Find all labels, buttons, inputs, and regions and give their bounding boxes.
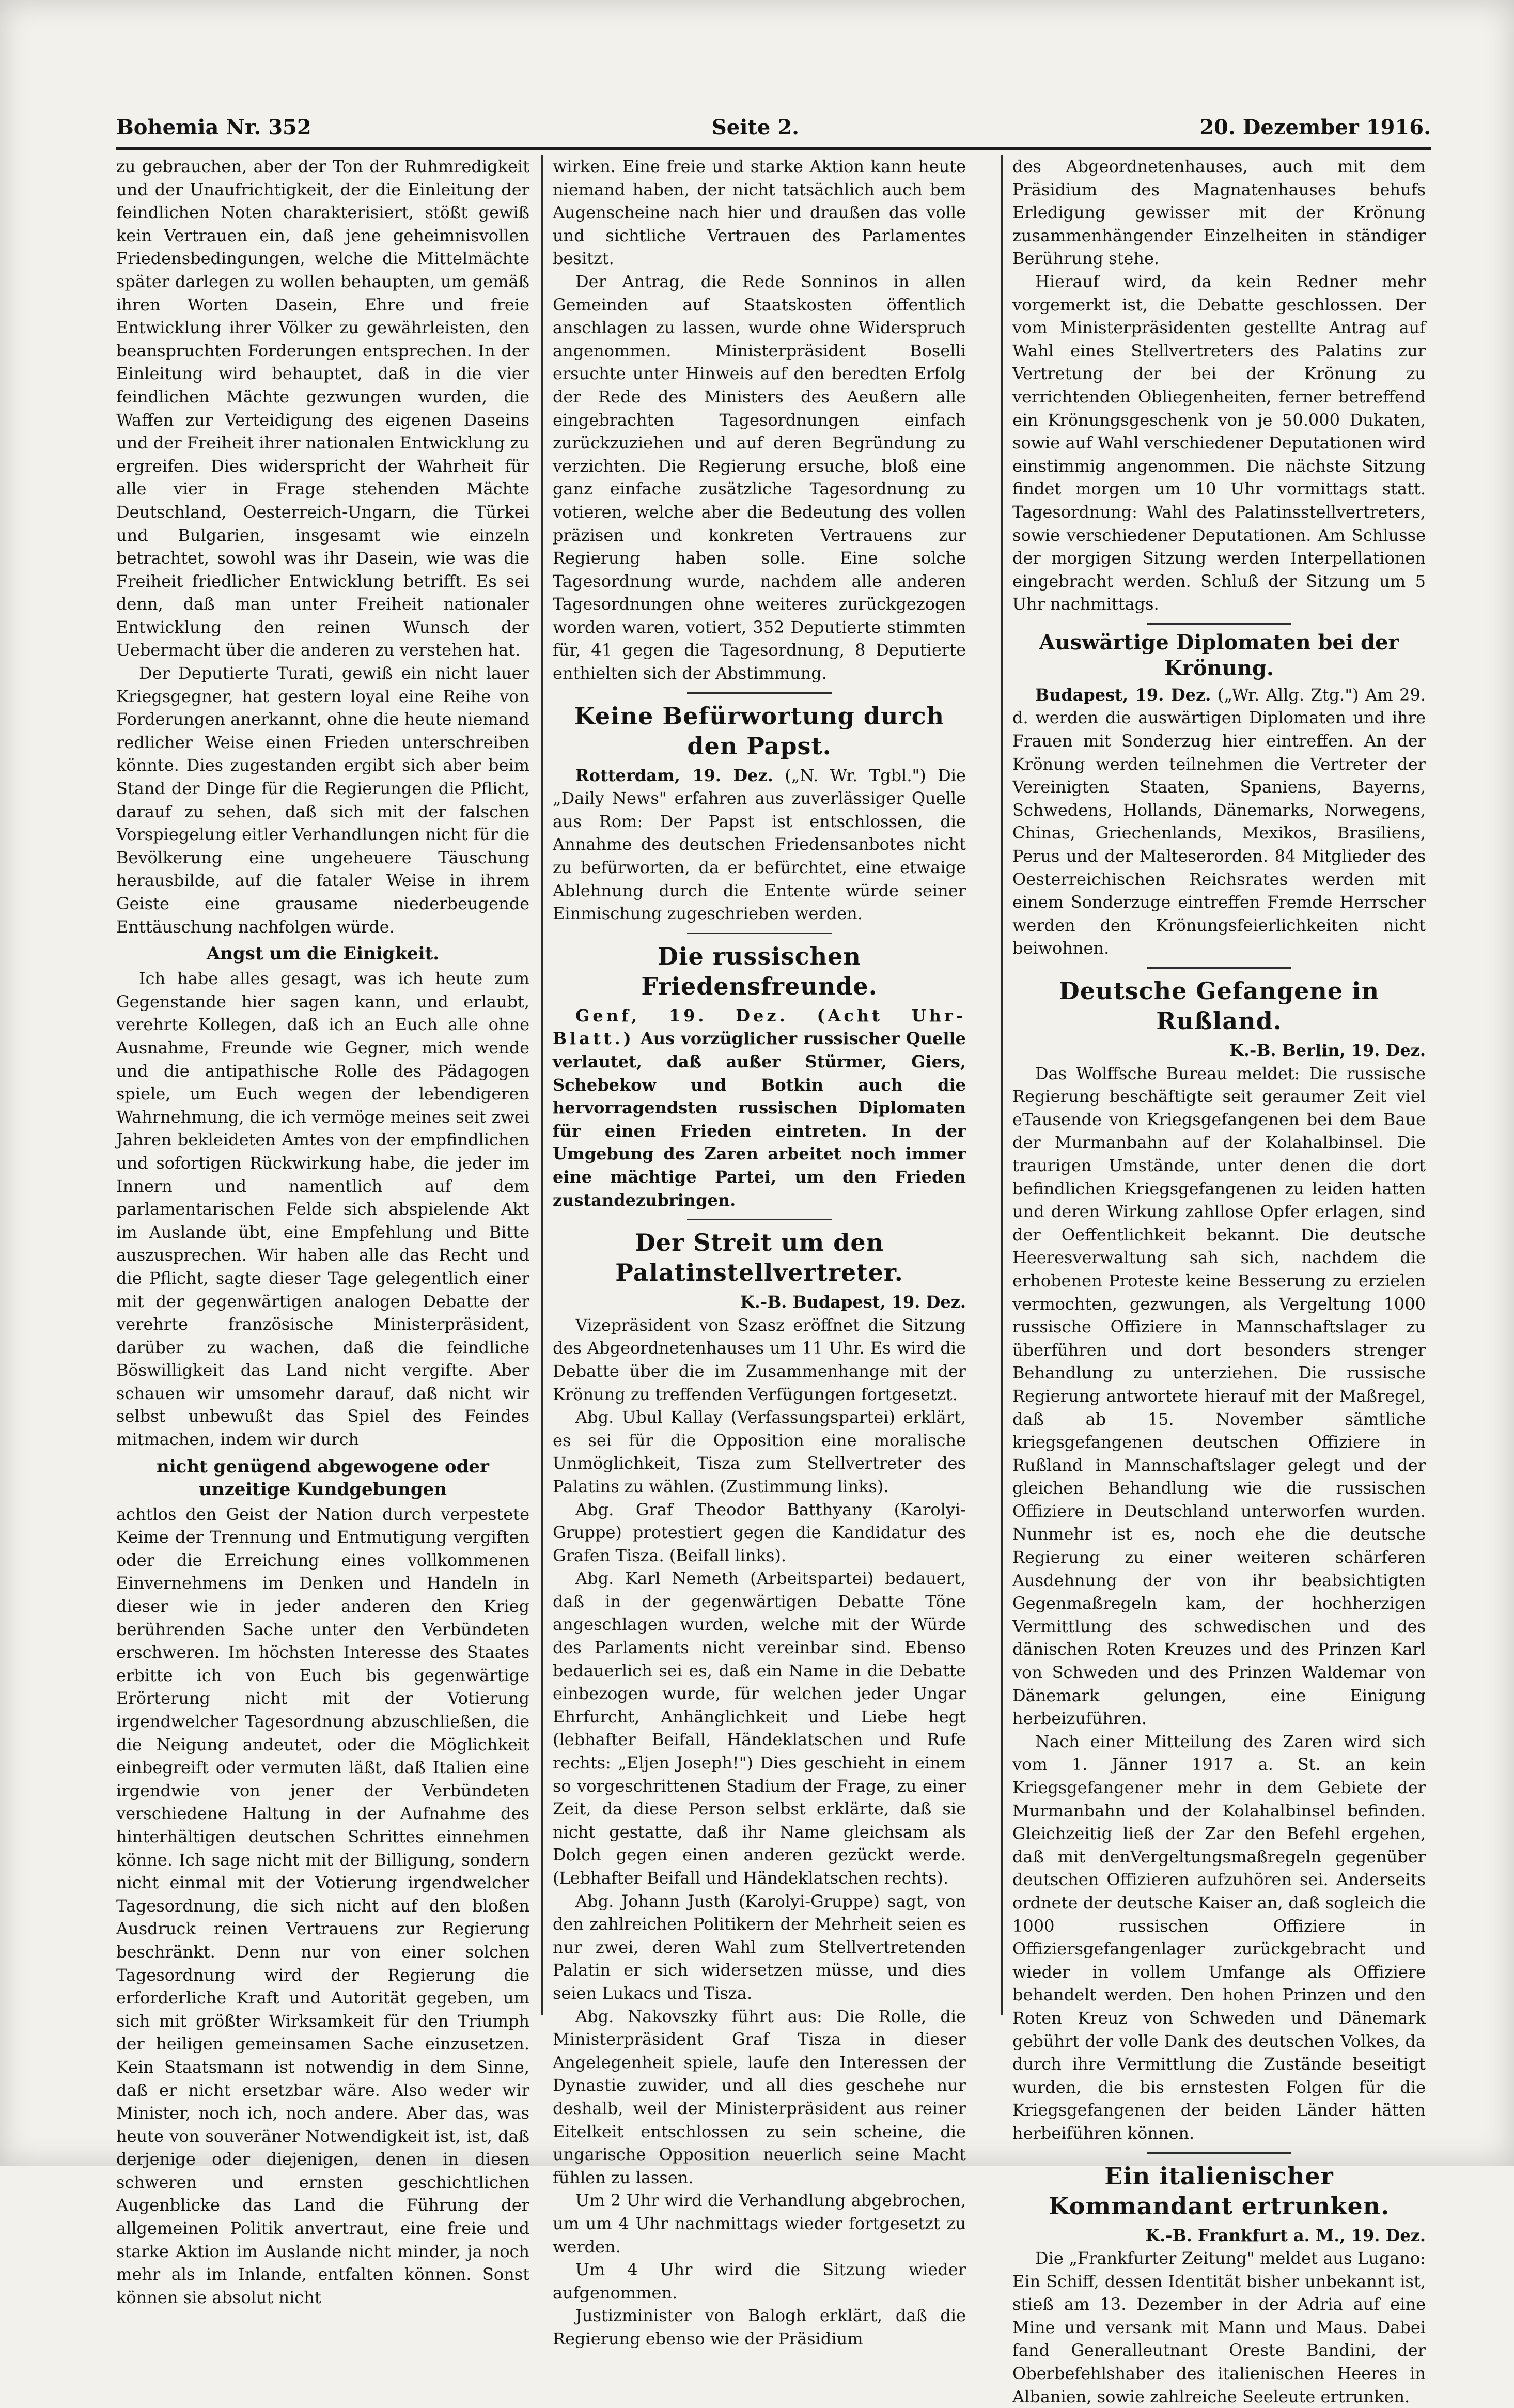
header-date: 20. Dezember 1916. bbox=[1199, 115, 1431, 139]
headline-palatinstellvertreter: Der Streit um den Palatinstellvertreter. bbox=[615, 1229, 903, 1287]
dateline: K.-B. Budapest, 19. Dez. bbox=[740, 1292, 966, 1312]
column-3 bbox=[1012, 155, 1426, 2408]
column-2 bbox=[553, 155, 966, 2350]
dateline: Genf, 19. Dez. (Acht Uhr-Blatt.) bbox=[553, 1005, 966, 1049]
article-separator bbox=[687, 1219, 832, 1220]
article-separator bbox=[687, 933, 832, 934]
col2-paragraph: Vizepräsident von Szasz eröffnet die Sitzung des Abgeordnetenhauses um 11 Uhr. Es wird die Debatte über die im Zusammenhange mit der Krönung zu treffenden Verfügungen fortgesetzt. bbox=[553, 1315, 966, 1404]
article-separator bbox=[1147, 2152, 1291, 2154]
col1-paragraph: zu gebrauchen, aber der Ton der Ruhmredigkeit und der Unaufrichtigkeit, der die Einleitung der feindlichen Noten charakterisiert, stößt gewiß kein Vertrauen ein, daß jene geheimnisvollen Friedensbedingungen, welche die Mittelmächte später darlegen zu wollen behaupten, um gemäß ihren Worten Dasein, Ehre und freie Entwicklung ihrer Völker zu gewährleisten, den beanspruchten Forderungen entsprechen. In der Einleitung wird behauptet, daß in die vier feindlichen Mächte gezwungen wurden, die Waffen zur Verteidigung des eigenen Daseins und der Freiheit ihrer nationalen Entwicklung zu ergreifen. Dies widerspricht der Wahrheit für alle vier in Frage stehenden Mächte Deutschland, Oesterreich-Ungarn, die Türkei und Bulgarien, insgesamt wie einzeln betrachtet, sowohl was ihr Dasein, wie was die Freiheit friedlicher Entwicklung betrifft. Es sei denn, daß man unter Freiheit nationaler Entwicklung den reinen Wunsch der Uebermacht über die anderen zu verstehen hat. bbox=[116, 157, 529, 660]
col2-paragraph: Um 4 Uhr wird die Sitzung wieder aufgenommen. bbox=[553, 2260, 966, 2303]
header-rule bbox=[116, 147, 1431, 150]
col2-paragraph: Justizminister von Balogh erklärt, daß die Regierung ebenso wie der Präsidium bbox=[553, 2306, 966, 2349]
col2-paragraph: wirken. Eine freie und starke Aktion kann heute niemand haben, der nicht tatsächlich auch bem Augenscheine nach hier und draußen das volle und sichtliche Vertrauen des Parlamentes besitzt. bbox=[553, 157, 966, 269]
article-text: („N. Wr. Tgbl.") Die „Daily News" erfahren aus zuverlässiger Quelle aus Rom: Der Papst ist entschlossen, die Annahme des deutschen Friedensanbotes nicht zu befürworten, da er befürchtet, eine etwaige Ablehnung durch die Entente würde seiner Einmischung zugeschrieben werden. bbox=[553, 765, 966, 924]
col2-paragraph: Abg. Karl Nemeth (Arbeitspartei) bedauert, daß in der gegenwärtigen Debatte Töne angeschlagen wurden, welche mit der Würde des Parlaments nicht vereinbar sind. Ebenso bedauerlich sei es, daß ein Name in die Debatte einbezogen wurde, für welchen jeder Ungar Ehrfurcht, Anhänglichkeit und Liebe hegt (lebhafter Beifall, Händeklatschen und Rufe rechts: „Eljen Joseph!") Dies geschieht in einem so vorgeschrittenen Stadium der Frage, zu einer Zeit, da diese Person selbst erklärte, daß sie nicht gestatte, daß ihr Name gleichsam als Dolch gegen einen anderen gezückt werde. (Lebhafter Beifall und Händeklatschen rechts). bbox=[553, 1568, 966, 1888]
article-separator bbox=[1147, 967, 1291, 969]
page-header bbox=[116, 103, 1431, 139]
subheading-angst: Angst um die Einigkeit. bbox=[206, 943, 440, 965]
headline-papst: Keine Befürwortung durch den Papst. bbox=[574, 702, 945, 760]
dateline: Rotterdam, 19. Dez. bbox=[575, 765, 773, 785]
column-rule-2 bbox=[1001, 155, 1003, 2015]
column-rule-1 bbox=[541, 155, 543, 2015]
col3-paragraph: Die „Frankfurter Zeitung" meldet aus Lugano: Ein Schiff, dessen Identität bisher unbekannt ist, stieß am 13. Dezember in der Adria auf eine Mine und versank mit Mann und Maus. Dabei fand Generalleutnant Oreste Bandini, der Oberbefehlshaber des italienischen Heeres in Albanien, sowie zahlreiche Seeleute ertrunken. bbox=[1012, 2248, 1426, 2406]
article-text: („Wr. Allg. Ztg.") Am 29. d. werden die auswärtigen Diplomaten und ihre Frauen mit Sonderzug hier eintreffen. An der Krönung werden teilnehmen die Vertreter der Vereinigten Staaten, Spaniens, Bayerns, Schwedens, Hollands, Dänemarks, Norwegens, Chinas, Griechenlands, Mexikos, Brasiliens, Perus und der Malteserorden. 84 Mitglieder des Oesterreichischen Reichsrates werden mit einem Sonderzuge eintreffen Fremde Herrscher werden den Krönungsfeierlichkeiten nicht beiwohnen. bbox=[1012, 685, 1426, 958]
subheading-kundgebungen: nicht genügend abgewogene oder unzeitige Kundgebungen bbox=[157, 1456, 489, 1500]
article-separator bbox=[1147, 623, 1291, 625]
col3-paragraph: Hierauf wird, da kein Redner mehr vorgemerkt ist, die Debatte geschlossen. Der vom Ministerpräsidenten gestellte Antrag auf Wahl eines Stellvertreters des Palatins zur Vertretung der bei der Krönung zu verrichtenden Obliegenheiten, ferner betreffend ein Krönungsgeschenk von je 50.000 Dukaten, sowie auf Wahl verschiedener Deputationen wird einstimmig angenommen. Die nächste Sitzung findet morgen um 10 Uhr vormittags statt. Tagesordnung: Wahl des Palatinsstellvertreters, sowie verschiedener Deputationen. Am Schlusse der morgigen Sitzung werden Interpellationen eingebracht werden. Schluß der Sitzung um 5 Uhr nachmittags. bbox=[1012, 271, 1426, 614]
col2-paragraph: Der Antrag, die Rede Sonninos in allen Gemeinden auf Staatskosten öffentlich anschlagen zu lassen, wurde ohne Widerspruch angenommen. Ministerpräsident Boselli ersuchte unter Hinweis auf den beredten Erfolg der Rede des Ministers des Aeußern alle eingebrachten Tagesordnungen einfach zurückzuziehen und auf deren Begründung zu verzichten. Die Regierung ersuche, bloß eine ganz einfache zusätzliche Tagesordnung zu votieren, welche aber die Bedeutung des vollen präzisen und konkreten Vertrauens zur Regierung haben solle. Eine solche Tagesordnung wurde, nachdem alle anderen Tagesordnungen ohne weiteres zurückgezogen worden waren, votiert, 352 Deputierte stimmten für, 41 gegen die Tagesordnung, 8 Deputierte enthielten sich der Abstimmung. bbox=[553, 271, 966, 683]
col3-paragraph: Nach einer Mitteilung des Zaren wird sich vom 1. Jänner 1917 a. St. an kein Kriegsgefangener mehr in dem Gebiete der Murmanbahn und der Kolahalbinsel befinden. Gleichzeitig ließ der Zar den Befehl ergehen, daß mit denVergeltungsmaßregeln gegenüber deutschen Offizieren aufzuhören sei. Anderseits ordnete der deutsche Kaiser an, daß sogleich die 1000 russischen Offiziere in Offiziersgefangenlager zurückgebracht und wieder in vollem Umfange als Offiziere behandelt werden. Den hohen Prinzen und den Roten Kreuz von Schweden und Dänemark gebührt der volle Dank des deutschen Volkes, da durch ihre Vermittlung die Zustände beseitigt wurden, die bis ernstesten Folgen für die Kriegsgefangenen der beiden Länder hätten herbeiführen können. bbox=[1012, 1731, 1426, 2143]
dateline: K.-B. Frankfurt a. M., 19. Dez. bbox=[1145, 2225, 1426, 2245]
col2-paragraph: Abg. Graf Theodor Batthyany (Karolyi-Gruppe) protestiert gegen die Kandidatur des Grafen Tisza. (Beifall links). bbox=[553, 1499, 966, 1565]
col1-paragraph: Der Deputierte Turati, gewiß ein nicht lauer Kriegsgegner, hat gestern loyal eine Reihe von Forderungen anerkannt, ohne die heute niemand redlicher Weise einen Frieden unterschreiben könnte. Dies zugestanden ergibt sich aber beim Stand der Dinge für die Regierungen die Pflicht, darauf zu sehen, daß sich mit der falschen Vorspiegelung eitler Verhandlungen nicht für die Bevölkerung eine ungeheuere Täuschung herausbilde, auf die fataler Weise in ihrem Geiste eine grausame niederbeugende Enttäuschung nachfolgen würde. bbox=[116, 663, 529, 937]
headline-gefangene: Deutsche Gefangene in Rußland. bbox=[1058, 977, 1380, 1035]
headline-kommandant: Ein italienischer Kommandant ertrunken. bbox=[1048, 2162, 1390, 2220]
col2-paragraph: Abg. Ubul Kallay (Verfassungspartei) erklärt, es sei für die Opposition eine moralische Unmöglichkeit, Tisza zum Stellvertreter des Palatins zu wählen. (Zustimmung links). bbox=[553, 1407, 966, 1496]
column-1 bbox=[116, 155, 529, 2309]
article-text: Aus vorzüglicher russischer Quelle verlautet, daß außer Stürmer, Giers, Schebekow und Botkin auch die hervorragendsten russischen Diplomaten für einen Frieden eintreten. In der Umgebung des Zaren arbeitet noch immer eine mächtige Partei, um den Frieden zustandezubringen. bbox=[553, 1029, 966, 1210]
headline-diplomaten: Auswärtige Diplomaten bei der Krönung. bbox=[1039, 630, 1399, 680]
col2-paragraph: Abg. Nakovszky führt aus: Die Rolle, die Ministerpräsident Graf Tisza in dieser Angelegenheit spiele, laufe den Interessen der Dynastie zuwider, und all dies geschehe nur deshalb, weil der Ministerpräsident aus reiner Eitelkeit entschlossen zu sein scheine, die ungarische Opposition neuerlich seine Macht fühlen zu lassen. bbox=[553, 2006, 966, 2187]
col2-paragraph: Abg. Johann Justh (Karolyi-Gruppe) sagt, von den zahlreichen Politikern der Mehrheit seien es nur zwei, deren Wahl zum Stellvertretenden Palatin er sich widersetzen müsse, und dies seien Lukacs und Tisza. bbox=[553, 1891, 966, 2003]
dateline: Budapest, 19. Dez. bbox=[1035, 685, 1211, 705]
col1-paragraph: Ich habe alles gesagt, was ich heute zum Gegenstande hier sagen kann, und erlaubt, verehrte Kollegen, daß ich an Euch alle ohne Ausnahme, Freunde wie Gegner, mich wende und die antipathische Rolle des Pädagogen spiele, um Euch wegen der lebendigeren Wahrnehmung, die ich vermöge meines seit zwei Jahren bekleideten Amtes von der empfindlichen und sofortigen Rückwirkung habe, die jeder im Innern und namentlich auf dem parlamentarischen Felde sich abspielende Akt im Auslande übt, eine Empfehlung und Bitte auszusprechen. Wir haben alle das Recht und die Pflicht, sagte dieser Tage gelegentlich einer mit der gegenwärtigen analogen Debatte der verehrte französische Ministerpräsident, darüber zu wachen, daß die feindliche Böswilligkeit das Land nicht vergifte. Aber schauen wir umsomehr darauf, daß nicht wir selbst unbewußt das Spiel des Feindes mitmachen, indem wir durch bbox=[116, 969, 529, 1450]
header-issue: Bohemia Nr. 352 bbox=[116, 115, 311, 139]
article-separator bbox=[687, 692, 832, 694]
col3-paragraph: Das Wolffsche Bureau meldet: Die russische Regierung beschäftigte seit geraumer Zeit viel eTausende von Kriegsgefangenen bei dem Baue der Murmanbahn auf der Kolahalbinsel. Die traurigen Umstände, unter denen die dort befindlichen Kriegsgefangenen zu leiden hatten und deren Wirkung zahllose Opfer erlagen, sind der Oeffentlichkeit bekannt. Die deutsche Heeresverwaltung sah sich, nachdem die erhobenen Proteste keine Besserung zu erzielen vermochten, gezwungen, als Vergeltung 1000 russische Offiziere in Mannschaftslager zu überführen und dort besonders strenger Behandlung zu unterziehen. Die russische Regierung antwortete hierauf mit der Maßregel, daß ab 15. November sämtliche kriegsgefangenen deutschen Offiziere in Rußland in Mannschaftslager gelegt und der gleichen Behandlung wie die russischen Offiziere in Deutschland unterworfen wurden. Nunmehr ist es, noch ehe die deutsche Regierung zu einer weiteren schärferen Ausdehnung der von ihr beabsichtigten Gegenmaßregeln kam, der hochherzigen Vermittlung des schwedischen und des dänischen Roten Kreuzes und des Prinzen Karl von Schweden und des Prinzen Waldemar von Dänemark gelungen, eine Einigung herbeizuführen. bbox=[1012, 1063, 1426, 1729]
col1-paragraph: achtlos den Geist der Nation durch verpestete Keime der Trennung und Entmutigung vergiften oder die Erreichung eines vollkommenen Einvernehmens im Denken und Handeln in dieser wie in jeder anderen den Krieg berührenden Sache unter den Verbündeten erschweren. Im höchsten Interesse des Staates erbitte ich von Euch bis gegenwärtige Erörterung nicht mit der Votierung irgendwelcher Tagesordnung abzuschließen, die die Neigung andeutet, oder die Möglichkeit einbegreift oder vermuten läßt, daß Italien eine irgendwie von jener der Verbündeten verschiedene Haltung in der Aufnahme des hinterhältigen deutschen Schrittes einnehmen könne. Ich sage nicht mit der Billigung, sondern nicht einmal mit der Votierung irgendwelcher Tagesordnung, die sich nicht auf den bloßen Ausdruck reinen Vertrauens zur Regierung beschränkt. Denn nur von einer solchen Tagesordnung wird der Regierung die erforderliche Kraft und Autorität gegeben, um sich mit größter Wirksamkeit für den Triumph der heiligen gemeinsamen Sache einzusetzen. Kein Staatsmann ist notwendig in dem Sinne, daß er nicht ersetzbar wäre. Also weder wir Minister, noch ich, noch andere. Aber das, was heute von souveräner Notwendigkeit ist, ist, daß derjenige oder diejenigen, denen in diesen schweren und ernsten geschichtlichen Augenblicke das Land die Führung der allgemeinen Politik anvertraut, eine freie und starke Aktion im Auslande nicht minder, ja noch mehr als im Inlande, entfalten können. Sonst können sie absolut nicht bbox=[116, 1504, 529, 2307]
headline-russische-friedensfreunde: Die russischen Friedensfreunde. bbox=[641, 942, 878, 1000]
col2-paragraph: Um 2 Uhr wird die Verhandlung abgebrochen, um um 4 Uhr nachmittags wieder fortgesetzt zu werden. bbox=[553, 2190, 966, 2257]
header-page-number: Seite 2. bbox=[711, 115, 800, 139]
col3-paragraph: des Abgeordnetenhauses, auch mit dem Präsidium des Magnatenhauses behufs Erledigung gewisser mit der Krönung zusammenhängender Einzelheiten in ständiger Berührung stehe. bbox=[1012, 157, 1426, 269]
dateline: K.-B. Berlin, 19. Dez. bbox=[1229, 1040, 1426, 1060]
